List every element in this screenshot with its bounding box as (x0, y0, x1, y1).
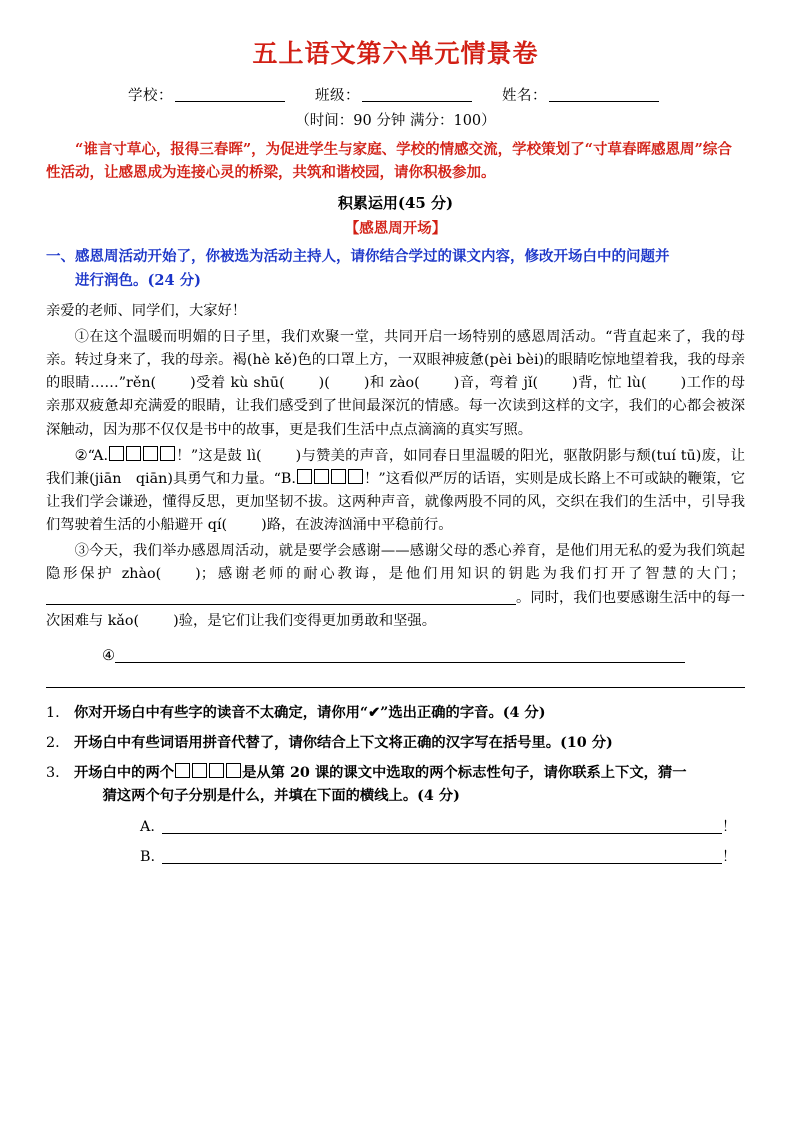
answer-row-b (140, 846, 745, 869)
blank-box (175, 763, 190, 778)
question-item-2 (46, 732, 745, 755)
question-one-lead-cont: 进行润色。(24 分) (75, 271, 201, 289)
p2-part-e: )路，在波涛汹涌中平稳前行。 (261, 517, 453, 534)
passage-greeting: 亲爱的老师、同学们，大家好！ (46, 302, 247, 319)
question-number: 3. (46, 764, 60, 781)
passage-paragraph-4 (46, 645, 745, 668)
passage-paragraph-3 (46, 540, 745, 633)
blank-box (226, 763, 241, 778)
p1-part-a: ①在这个温暖而明媚的日子里，我们欢聚一堂，共同开启一场特别的感恩周活动。“背直起来了，我的母亲。转过身来了，我的母亲。褐(hè kě)色的口罩上方，一双眼神疲惫(pèi bèi)的眼睛吃惊地望着我，我的母亲的眼睛……”rěn( (46, 328, 745, 392)
p3-part-d: )验，是它们让我们变得更加勇敢和坚强。 (173, 612, 437, 629)
question-text: 开场白中有些词语用拼音代替了，请你结合上下文将正确的汉字写在括号里。(10 分) (74, 734, 613, 751)
class-label: 班级： (315, 88, 360, 104)
answer-line-b[interactable] (162, 863, 722, 864)
time-score-line: （时间：90 分钟 满分：100） (295, 113, 496, 129)
class-input-blank[interactable] (362, 101, 472, 102)
question-number: 2. (46, 734, 60, 751)
p1-part-c: )( (318, 375, 330, 392)
page-title: 五上语文第六单元情景卷 (252, 39, 539, 68)
name-label: 姓名： (502, 88, 547, 104)
blank-box[interactable] (331, 469, 346, 484)
blank-box[interactable] (348, 469, 363, 484)
p1-part-g: )工作的母亲那双疲惫却充满爱的眼睛，让我们感受到了世间最深沉的情感。每一次读到这样的文字，我们的心都会被深深触动，因为那不仅仅是书中的故事，更是我们生活中点点滴滴的真实写照。 (46, 375, 746, 438)
blank-box[interactable] (297, 469, 312, 484)
section-heading: 积累运用(45 分) (337, 194, 454, 213)
blank-box[interactable] (126, 446, 141, 461)
p2-part-b: ！”这是鼓 lì( (176, 447, 262, 464)
intro-paragraph: “谁言寸草心，报得三春晖”，为促进学生与家庭、学校的情感交流，学校策划了“寸草春晖感恩周”综合性活动，让感恩成为连接心灵的桥梁，共筑和谐校园，请你积极参加。 (46, 141, 732, 182)
blank-box[interactable] (160, 446, 175, 461)
question-text: 你对开场白中有些字的读音不太确定，请你用“✔”选出正确的字音。(4 分) (74, 705, 546, 722)
p3-part-b: )；感谢老师的耐心教诲，是他们用知识的钥匙为我们打开了智慧的大门； (195, 566, 745, 583)
blank-box (192, 763, 207, 778)
subsection-heading: 【感恩周开场】 (344, 220, 447, 238)
passage-paragraph-1 (46, 326, 745, 442)
school-input-blank[interactable] (175, 101, 285, 102)
question-one-lead (46, 245, 745, 291)
fill-in-line[interactable] (115, 662, 685, 663)
passage-paragraph-2 (46, 445, 745, 538)
fill-in-line[interactable] (46, 686, 745, 688)
answer-label-b: B. (140, 849, 156, 866)
name-input-blank[interactable] (549, 101, 659, 102)
blank-box[interactable] (314, 469, 329, 484)
question-one-lead-text: 一、感恩周活动开始了，你被选为活动主持人，请你结合学过的课文内容，修改开场白中的问题并 (46, 248, 670, 266)
question-item-3 (46, 762, 745, 870)
p2-part-d: ！”这看似严厉的话语，实则是成长路上不可或缺的鞭策，它让我们学会谦逊，懂得反思，更加坚韧不拔。这两种声音，就像两股不同的风，交织在我们的生活中，引导我们驾驶着生活的小船避开 qí( (46, 470, 745, 534)
fill-in-line[interactable] (46, 604, 516, 605)
question-text-c: 猜这两个句子分别是什么，并填在下面的横线上。(4 分) (102, 787, 460, 804)
p4-number: ④ (102, 647, 115, 664)
p1-part-e: )音，弯着 jǐ( (453, 375, 539, 392)
blank-box[interactable] (143, 446, 158, 461)
answer-row-a (140, 816, 745, 839)
p2-part-a: ②“A. (74, 447, 109, 464)
question-text-b: 是从第 20 课的课文中选取的两个标志性句子，请你联系上下文，猜一 (242, 764, 687, 781)
p1-part-f: )背，忙 lù( (572, 375, 647, 392)
answer-label-a: A. (140, 818, 155, 835)
school-label: 学校： (128, 88, 173, 104)
p3-part-a: ③今天，我们举办感恩周活动，就是要学会感谢——感谢父母的悉心养育，是他们用无私的爱为我们筑起隐形保护 zhào( (46, 543, 745, 583)
answer-line-a[interactable] (162, 833, 722, 834)
p1-part-d: )和 zào( (363, 375, 420, 392)
question-list (46, 702, 745, 869)
p2-part-c: )与赞美的声音，如同春日里温暖的阳光，驱散阴影与颓(tuí tū)废，让我们兼(jiān qiān)具勇气和力量。“B. (46, 447, 745, 487)
blank-box (209, 763, 224, 778)
question-item-1 (46, 702, 745, 725)
question-number: 1. (46, 705, 60, 722)
blank-box[interactable] (109, 446, 124, 461)
p3-part-c: 。同时，我们也要感谢生活中的每一次困难与 kǎo( (46, 589, 745, 629)
answer-end-a: ！ (722, 818, 737, 835)
question-text-a: 开场白中的两个 (74, 764, 175, 781)
p1-part-b: )受着 kù shū( (190, 375, 285, 392)
student-info-line (46, 84, 745, 105)
answer-end-b: ！ (722, 849, 737, 866)
